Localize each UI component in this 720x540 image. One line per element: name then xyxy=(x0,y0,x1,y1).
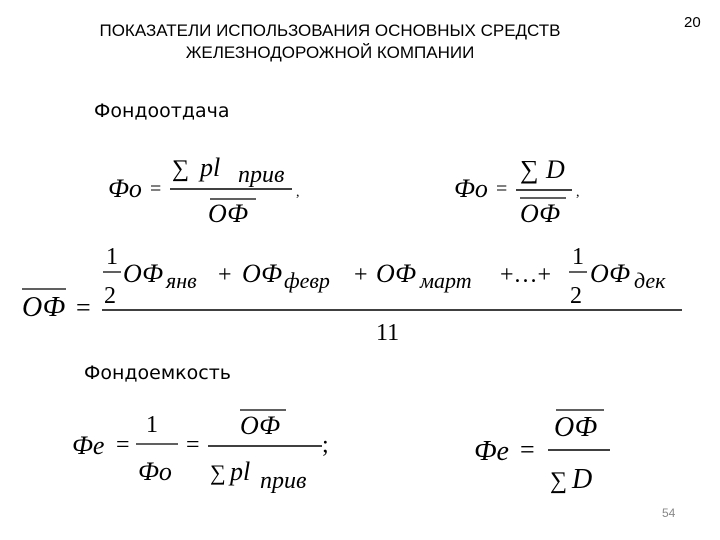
f3-term-dec: ОФ xyxy=(590,259,631,288)
f1-sum-sign: ∑ xyxy=(172,156,190,182)
formula-fondootdacha-2 xyxy=(454,155,580,228)
f1-denominator: ОФ xyxy=(208,199,249,228)
f1-lhs: Фо xyxy=(108,174,142,203)
f3-half-den-2: 2 xyxy=(570,283,582,309)
f3-term-mar-sub: март xyxy=(420,268,472,293)
f5-lhs: Фе xyxy=(474,436,509,467)
f3-half-num-2: 1 xyxy=(572,244,584,270)
f3-term-feb: ОФ xyxy=(242,259,283,288)
f3-equals: = xyxy=(76,293,91,322)
f4-den2-sub: прив xyxy=(260,468,307,494)
f3-plus-1: + xyxy=(218,262,232,288)
formula-fondoemkost-2 xyxy=(474,410,610,495)
f4-lhs: Фе xyxy=(72,431,105,460)
title-line-2: ЖЕЛЕЗНОДОРОЖНОЙ КОМПАНИИ xyxy=(185,43,475,62)
f3-lhs: ОФ xyxy=(22,292,66,323)
f5-den-sum: ∑ xyxy=(550,468,568,494)
f3-half-num: 1 xyxy=(106,244,118,270)
f3-term-jan: ОФ xyxy=(123,259,164,288)
f4-den-1: Фо xyxy=(138,457,172,486)
f3-term-feb-sub: февр xyxy=(284,268,330,293)
section-fondoemkost: Фондоемкость xyxy=(84,362,231,384)
formula-fondoemkost-1 xyxy=(72,410,329,494)
f3-term-jan-sub: янв xyxy=(166,268,197,293)
f2-lhs: Фо xyxy=(454,174,488,203)
f3-term-dec-sub: дек xyxy=(634,268,666,293)
formula-average-of xyxy=(22,244,682,346)
f4-equals-1: = xyxy=(116,432,130,458)
f2-equals: = xyxy=(496,178,508,200)
slide-number: 20 xyxy=(684,14,701,31)
f3-ellipsis: +…+ xyxy=(500,262,552,288)
title-line-1: ПОКАЗАТЕЛИ ИСПОЛЬЗОВАНИЯ ОСНОВНЫХ СРЕДСТВ xyxy=(99,21,561,40)
f4-den2-pl: pl xyxy=(230,457,251,486)
section-fondootdacha: Фондоотдача xyxy=(94,100,230,122)
f4-semicolon: ; xyxy=(322,432,329,458)
f1-num-pl: pl xyxy=(200,153,221,182)
f3-term-mar: ОФ xyxy=(376,259,417,288)
f1-equals: = xyxy=(150,178,162,200)
f4-equals-2: = xyxy=(186,432,200,458)
f1-comma: , xyxy=(296,185,300,200)
f3-plus-2: + xyxy=(354,262,368,288)
page-number: 54 xyxy=(662,506,676,520)
f5-den-d: D xyxy=(572,464,593,495)
f3-half-den: 2 xyxy=(104,283,116,309)
formula-fondootdacha-1 xyxy=(108,153,300,228)
f3-denominator: 11 xyxy=(376,320,400,346)
f2-sum-sign: ∑ xyxy=(520,155,539,184)
f5-equals: = xyxy=(520,435,535,464)
f2-comma: , xyxy=(576,185,580,200)
f4-num-2: ОФ xyxy=(240,411,281,440)
f5-numerator: ОФ xyxy=(554,412,598,443)
f4-den2-sum: ∑ xyxy=(210,460,226,485)
f4-one: 1 xyxy=(146,412,158,438)
f2-denominator: ОФ xyxy=(520,199,561,228)
f2-num-d: D xyxy=(546,155,565,184)
f1-num-sub: прив xyxy=(238,162,285,188)
